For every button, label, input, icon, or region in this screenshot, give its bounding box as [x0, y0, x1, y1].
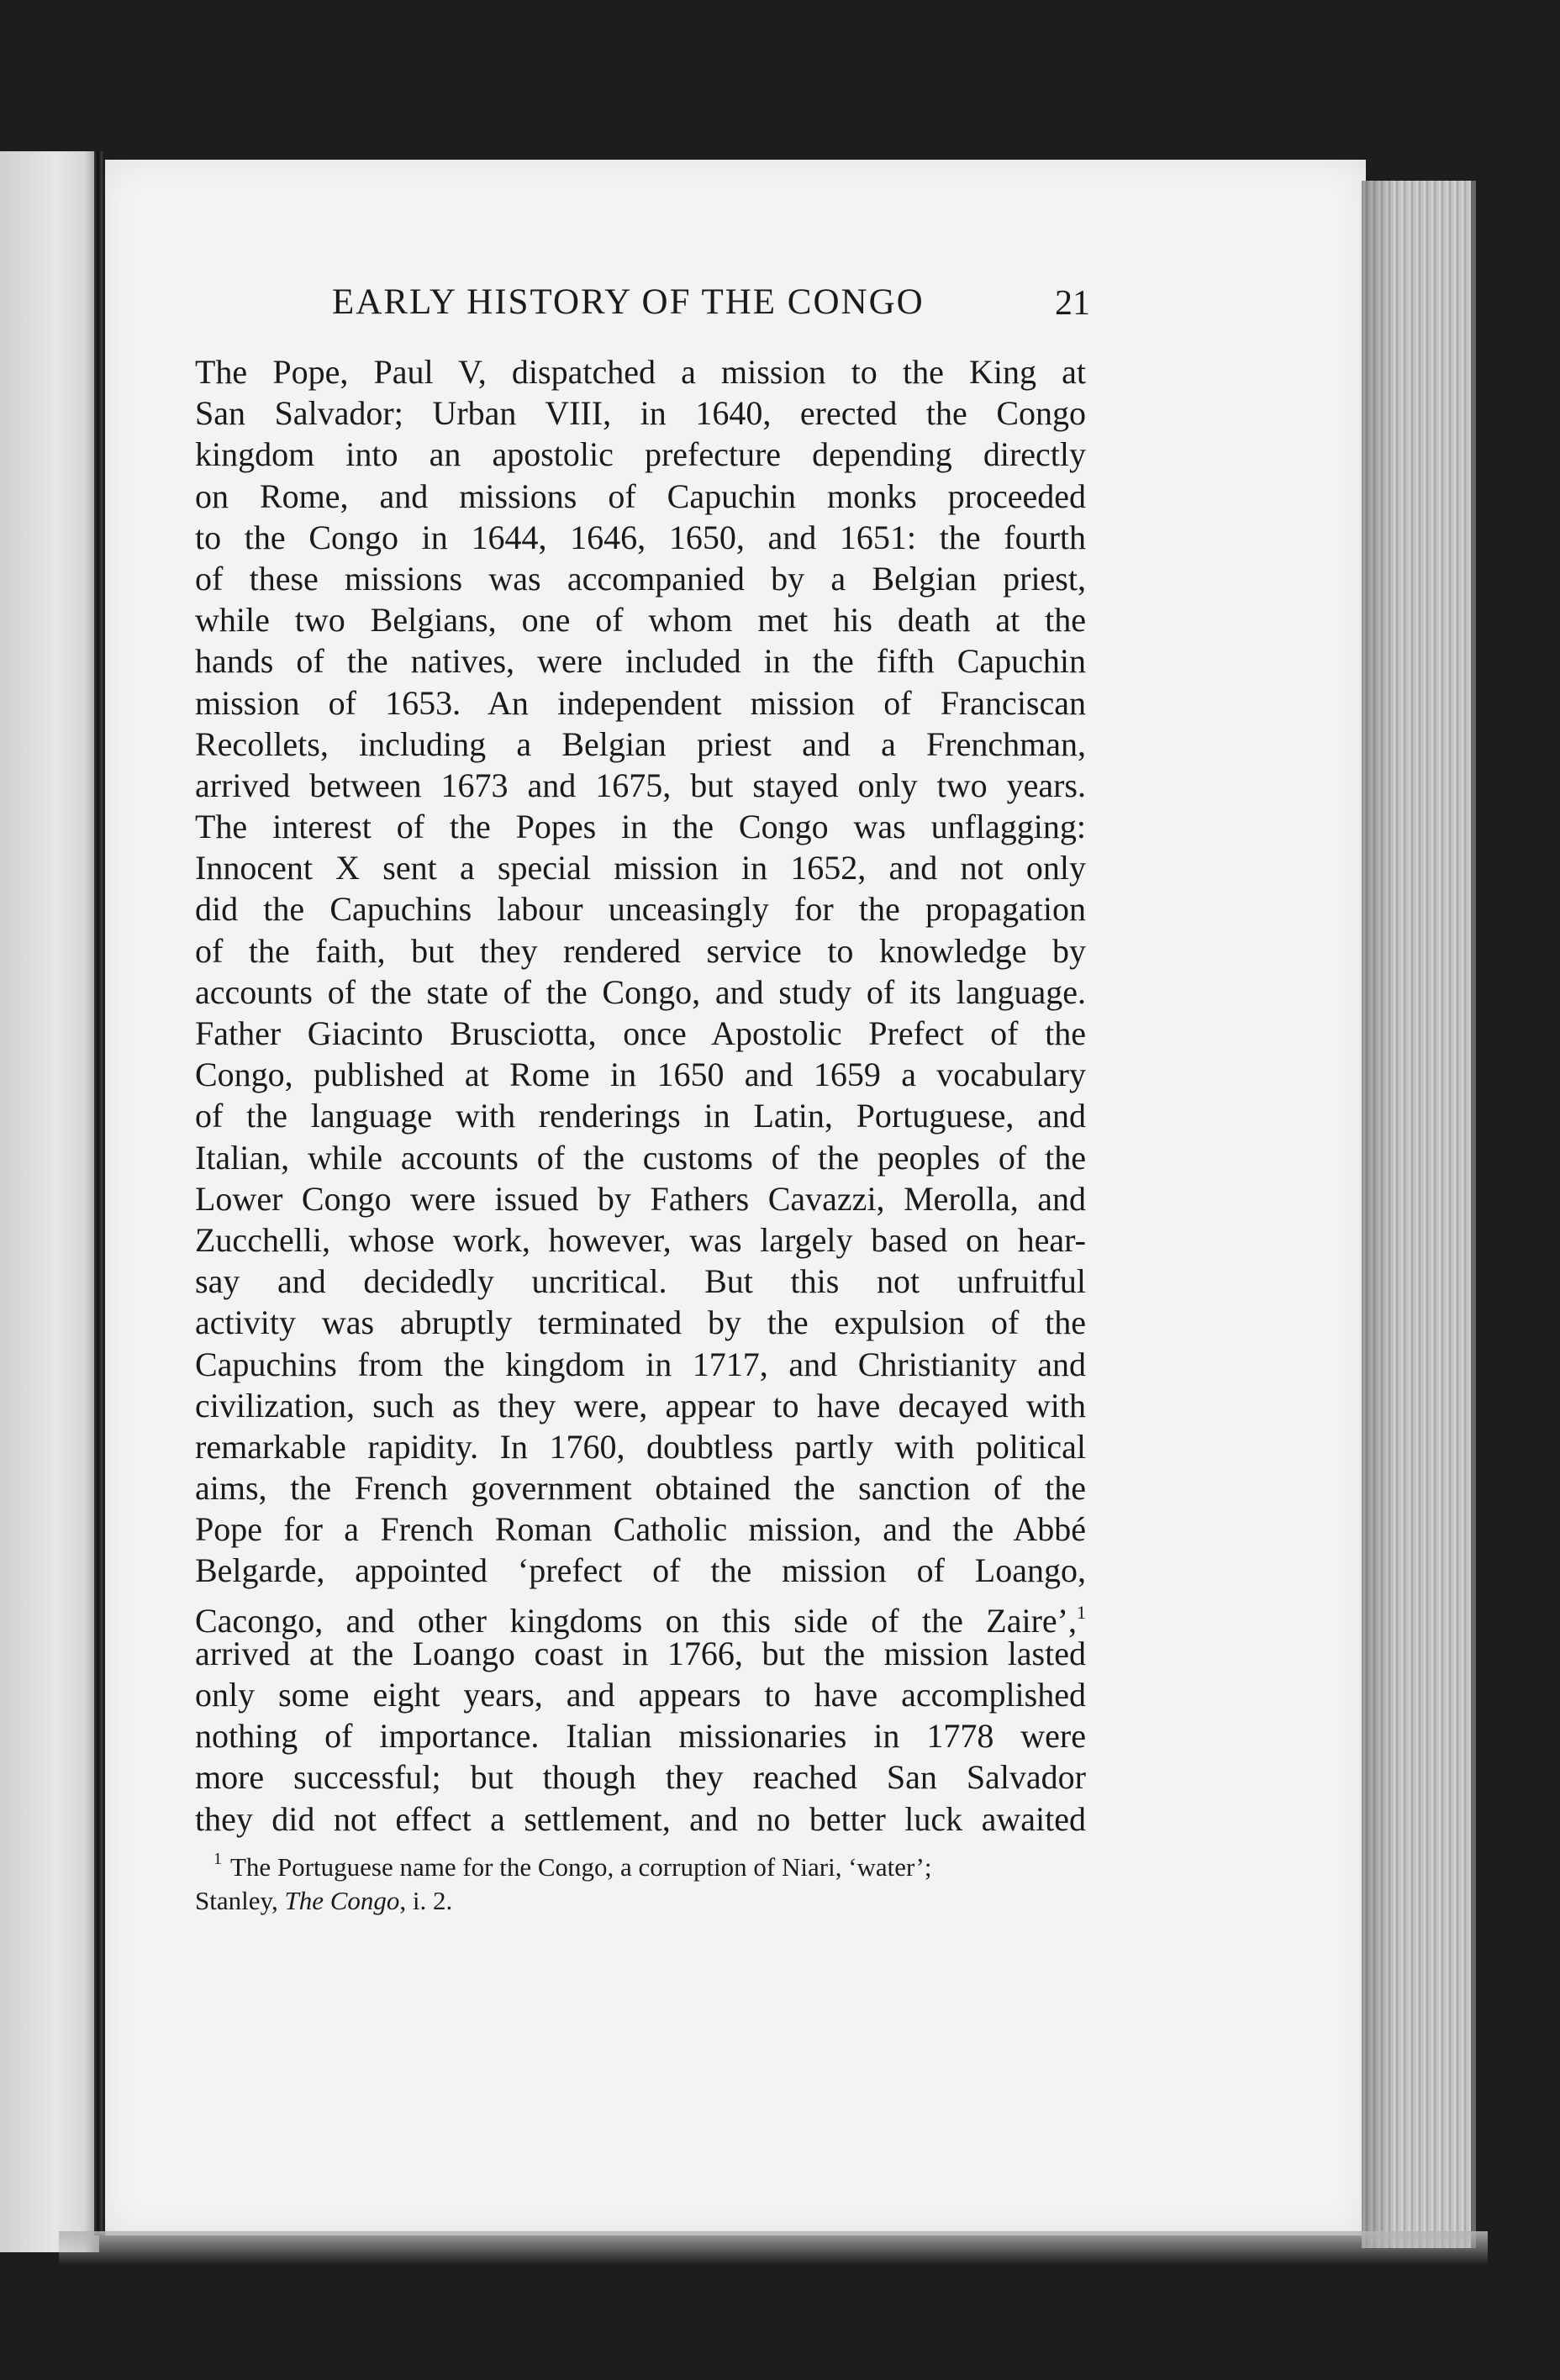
text-line: The interest of the Popes in the Congo was unflagging: — [195, 808, 1086, 846]
text-line: to the Congo in 1644, 1646, 1650, and 1651: the fourth — [195, 518, 1086, 556]
page-number: 21 — [1055, 284, 1090, 323]
text-line: aims, the French government obtained the sanction of the — [195, 1469, 1086, 1508]
text-line: Pope for a French Roman Catholic mission, and the Abbé — [195, 1510, 1086, 1549]
left-page-edge — [0, 151, 99, 2252]
text-line: Recollets, including a Belgian priest and a Frenchman, — [195, 724, 1086, 763]
footnote-mark: 1 — [213, 1850, 222, 1868]
text-line: kingdom into an apostolic prefecture depending directly — [195, 435, 1086, 474]
text-line: Cacongo, and other kingdoms on this side of the Zaire’, — [195, 1601, 1077, 1640]
footnote-book-title: The Congo — [284, 1886, 400, 1915]
text-line: they did not effect a settlement, and no better luck awaited — [195, 1799, 1086, 1838]
text-line: Zucchelli, whose work, however, was largely based on hear- — [195, 1220, 1086, 1259]
footnote-text: Stanley, — [195, 1886, 285, 1915]
text-line: arrived between 1673 and 1675, but stayed only two years. — [195, 766, 1086, 804]
text-line: Congo, published at Rome in 1650 and 1659 a vocabulary — [195, 1056, 1086, 1094]
body-text — [195, 351, 1086, 1840]
footnote-reference: 1 — [1077, 1601, 1086, 1623]
text-line: only some eight years, and appears to have accomplished — [195, 1676, 1086, 1714]
footnote — [195, 1842, 1086, 1918]
text-line: hands of the natives, were included in the fifth Capuchin — [195, 642, 1086, 681]
text-line: of the language with renderings in Latin, Portuguese, and — [195, 1097, 1086, 1135]
text-line: of these missions was accompanied by a Belgian priest, — [195, 559, 1086, 598]
text-line: while two Belgians, one of whom met his death at the — [195, 601, 1086, 640]
text-line: Capuchins from the kingdom in 1717, and Christianity and — [195, 1345, 1086, 1383]
book-gutter — [94, 151, 103, 2235]
footnote-line — [195, 1842, 1086, 1884]
text-line: Innocent X sent a special mission in 1652, and not only — [195, 849, 1086, 887]
text-line: remarkable rapidity. In 1760, doubtless partly with political — [195, 1427, 1086, 1466]
text-line: civilization, such as they were, appear to have decayed with — [195, 1386, 1086, 1424]
footnote-text: , i. 2. — [399, 1886, 453, 1915]
text-line: accounts of the state of the Congo, and study of its language. — [195, 972, 1086, 1011]
text-line: mission of 1653. An independent mission of Franciscan — [195, 683, 1086, 722]
text-line: nothing of importance. Italian missionaries in 1778 were — [195, 1717, 1086, 1756]
page-bottom-shadow — [59, 2231, 1488, 2265]
text-line: Italian, while accounts of the customs of the peoples of the — [195, 1138, 1086, 1177]
text-line: San Salvador; Urban VIII, in 1640, erected the Congo — [195, 394, 1086, 433]
text-line: activity was abruptly terminated by the expulsion of the — [195, 1303, 1086, 1342]
text-line: did the Capuchins labour unceasingly for the propagation — [195, 890, 1086, 929]
page-block-shadow — [1362, 181, 1395, 2248]
text-line: arrived at the Loango coast in 1766, but the mission lasted — [195, 1634, 1086, 1672]
text-line: The Pope, Paul V, dispatched a mission to the King at — [195, 353, 1086, 391]
running-head: EARLY HISTORY OF THE CONGO — [332, 282, 925, 322]
footnote-line — [195, 1884, 1086, 1918]
text-line: Lower Congo were issued by Fathers Cavazzi, Merolla, and — [195, 1179, 1086, 1218]
text-line: of the faith, but they rendered service to knowledge by — [195, 931, 1086, 970]
text-line: Father Giacinto Brusciotta, once Apostolic Prefect of the — [195, 1014, 1086, 1052]
text-line-with-footnote-ref — [195, 1592, 1086, 1640]
text-line: say and decidedly uncritical. But this not unfruitful — [195, 1262, 1086, 1301]
text-line: on Rome, and missions of Capuchin monks proceeded — [195, 477, 1086, 515]
footnote-text: The Portuguese name for the Congo, a corruption of Niari, ‘water’; — [230, 1852, 932, 1882]
text-line: Belgarde, appointed ‘prefect of the mission of Loango, — [195, 1551, 1086, 1590]
text-line: more successful; but though they reached San Salvador — [195, 1758, 1086, 1797]
